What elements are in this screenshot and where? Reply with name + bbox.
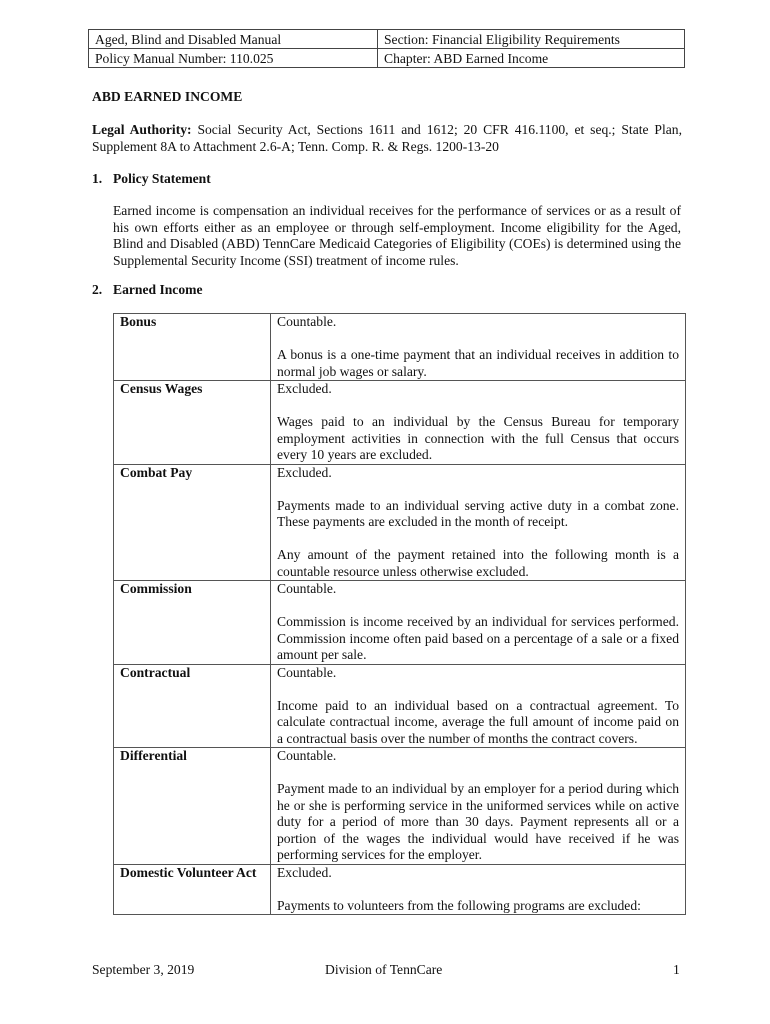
table-row — [114, 864, 686, 915]
policy-statement-text: Earned income is compensation an individual receives for the performance of services or as a result of his own efforts either as an employee or through self-employment. Income eligibility for the Aged, Blind and Disabled (ABD) TennCare Medicaid Categories of Eligibility (COEs) is determined using the Supplemental Security Income (SSI) treatment of income rules. — [113, 203, 681, 268]
page-title: ABD EARNED INCOME — [92, 89, 243, 104]
income-description — [271, 581, 686, 665]
income-term: Combat Pay — [114, 464, 271, 581]
income-status: Countable. — [277, 581, 337, 596]
income-description — [271, 464, 686, 581]
table-row — [114, 748, 686, 865]
income-term: Differential — [114, 748, 271, 865]
policy-number: Policy Manual Number: 110.025 — [89, 49, 378, 68]
income-detail: Commission is income received by an individual for services performed. Commission income often paid based on a percentage of a sale or a fixed amount per sale. — [277, 614, 679, 662]
legal-authority — [92, 122, 682, 155]
section-title: Earned Income — [113, 282, 203, 297]
footer-date: September 3, 2019 — [92, 962, 195, 977]
income-description — [271, 314, 686, 381]
legal-authority-text: Social Security Act, Sections 1611 and 1612; 20 CFR 416.1100, et seq.; State Plan, Supplement 8A to Attachment 2.6-A; Tenn. Comp. R. & Regs. 1200-13-20 — [92, 122, 683, 154]
income-status: Excluded. — [277, 864, 332, 880]
income-detail: Payments to volunteers from the following programs are excluded: — [277, 897, 641, 913]
income-detail: Income paid to an individual based on a contractual agreement. To calculate contractual income, average the full amount of income paid on a contractual basis over the number of months the contract covers. — [277, 697, 679, 746]
footer-division: Division of TennCare — [325, 962, 443, 977]
income-status: Excluded. — [277, 464, 332, 480]
income-description — [271, 664, 686, 748]
section-title: Policy Statement — [113, 171, 211, 186]
section-heading-1 — [92, 171, 211, 188]
income-status: Excluded. — [277, 381, 332, 396]
table-row — [114, 581, 686, 665]
income-status: Countable. — [277, 664, 337, 680]
table-row — [114, 664, 686, 748]
income-detail: Any amount of the payment retained into the following month is a countable resource unless otherwise excluded. — [277, 547, 679, 579]
footer-page-number: 1 — [673, 962, 680, 977]
income-term: Contractual — [114, 664, 271, 748]
income-detail: A bonus is a one-time payment that an individual receives in addition to normal job wages or salary. — [277, 347, 679, 379]
income-detail: Wages paid to an individual by the Census Bureau for temporary employment activities in connection with the full Census that occurs every 10 years are excluded. — [277, 414, 679, 462]
income-term: Census Wages — [114, 381, 271, 465]
income-status: Countable. — [277, 748, 337, 763]
income-term: Commission — [114, 581, 271, 665]
income-detail: Payments made to an individual serving active duty in a combat zone. These payments are excluded in the month of receipt. — [277, 497, 679, 529]
income-detail: Payment made to an individual by an employer for a period during which he or she is performing service in the uniformed services while on active duty for a period of more than 30 days. Payment represents all or a portion of the wages the individual would have received if he was performing services for the employer. — [277, 781, 679, 862]
manual-name: Aged, Blind and Disabled Manual — [89, 30, 378, 49]
section-heading-2 — [92, 282, 203, 299]
income-term: Domestic Volunteer Act — [114, 864, 271, 915]
table-row — [114, 381, 686, 465]
income-status: Countable. — [277, 314, 337, 329]
header-table — [88, 29, 685, 68]
earned-income-table — [113, 313, 686, 915]
chapter-name: Chapter: ABD Earned Income — [378, 49, 685, 68]
income-term: Bonus — [114, 314, 271, 381]
table-row — [114, 314, 686, 381]
income-description — [271, 864, 686, 915]
income-description — [271, 381, 686, 465]
section-number: 1. — [92, 171, 103, 186]
section-name: Section: Financial Eligibility Requirements — [378, 30, 685, 49]
legal-authority-label: Legal Authority: — [92, 122, 192, 137]
table-row — [114, 464, 686, 581]
section-number: 2. — [92, 282, 103, 297]
income-description — [271, 748, 686, 865]
